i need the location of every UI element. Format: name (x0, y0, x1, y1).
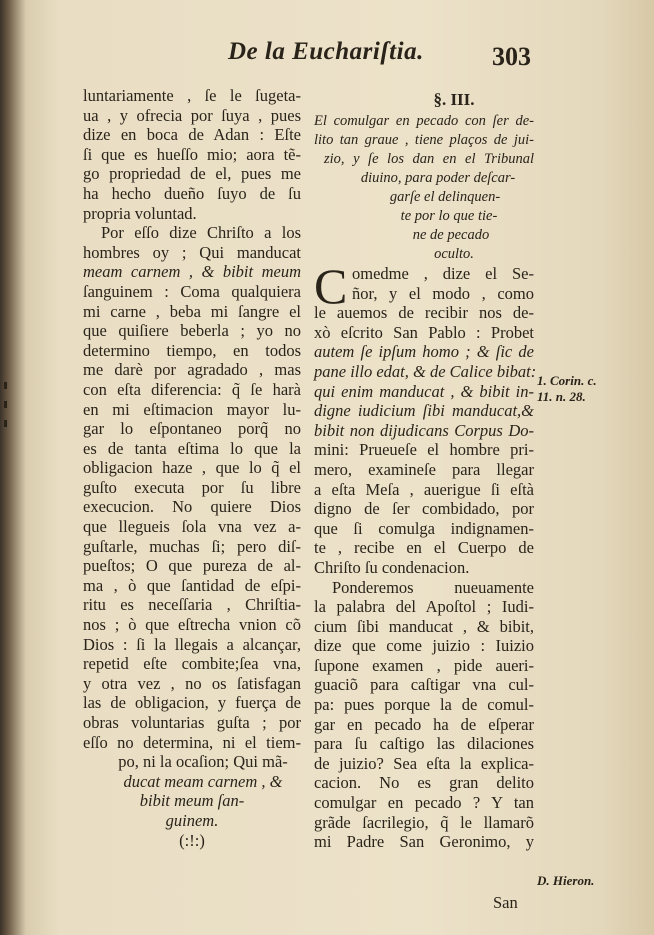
text-line: autem ſe ipſum homo ; & ſic de (314, 342, 534, 362)
text-line: bibit non dijudicans Corpus Do- (314, 420, 534, 440)
text-line: Por eſſo dize Chriſto a los (101, 223, 301, 243)
text-line: pueſtos; O que pureza de al- (83, 556, 301, 576)
text-line: en mi eſtimacion mayor lu- (83, 399, 301, 419)
left-column (83, 86, 301, 850)
page-header (220, 38, 540, 78)
text-line: guaciõ para caſtigar vna cul- (314, 675, 534, 695)
text-line: obras voluntarias guſta ; por (83, 713, 301, 732)
text-line: dize en boca de Adan : Eſte (83, 125, 301, 145)
text-line: omedme , dize el Se- (352, 264, 534, 283)
text-line: que ſi comulga indignamen- (314, 518, 534, 538)
text-line: Chriſto ſu condenacion. (314, 557, 470, 577)
text-line: digne iudicium ſibi manducat,& (314, 401, 534, 421)
text-line: a eſta Meſa , auerigue ſi eſtà (314, 479, 534, 499)
section-heading: §. III. (433, 90, 475, 109)
text-line: para ſu caſtigo las dilaciones (314, 734, 534, 754)
text-line: pa: pues porque la de comul- (314, 695, 534, 715)
text-line: le auemos de recibir nos de- (314, 303, 534, 323)
text-line: gar en pecado ha de eſperar (314, 714, 534, 734)
margin-note-corinthians (537, 373, 647, 405)
text-line: repetid eſte combite;ſea vna, (83, 654, 301, 674)
text-line: Ponderemos nueuamente (332, 577, 534, 597)
ornament: (:!:) (179, 830, 205, 850)
text-line: ñor, y el modo , como (352, 283, 534, 303)
text-line: ritu es neceſſaria , Chriſtia- (83, 595, 301, 615)
text-line: qui enim manducat , & bibit in- (314, 381, 534, 401)
text-line: mero, examineſe para llegar (314, 459, 534, 479)
text-line: comulgar en pecado ? Y tan (314, 793, 534, 813)
text-line: que llegueis ſola vna vez a- (83, 517, 301, 537)
text-line: xò eſcrito San Pablo : Probet (314, 322, 534, 342)
text-line: bibit meum ſan- (139, 791, 245, 811)
catchword: San (493, 893, 518, 912)
margin-note-hieron: D. Hieron. (537, 873, 595, 888)
text-line: me darè por agradado , mas (83, 360, 301, 380)
text-line: la palabra del Apoſtol ; Iudi- (314, 597, 534, 617)
text-line: ua , y ofrecia por ſuya , pues (83, 105, 301, 125)
text-line: nos ; ò que eſtrecha vnion cõ (83, 615, 301, 635)
text-line: hombres oy ; Qui manducat (83, 242, 301, 262)
running-title: De la Euchariſtia. (228, 38, 424, 65)
text-line: mini: Prueueſe el hombre pri- (314, 440, 534, 460)
text-line: de juizio? Sea eſta la explica- (314, 753, 534, 773)
text-line: propria voluntad. (83, 203, 197, 223)
text-line: pane illo edat, & de Calice bibat: (314, 361, 537, 381)
text-line: dize que come juizio : Iuizio (314, 636, 534, 656)
text-line: ma , ò que ſantidad de eſpi- (83, 575, 301, 595)
summary-line: diuino, para poder deſcar- (360, 170, 516, 186)
summary-line: lito tan graue , tiene plaços de jui- (314, 132, 534, 148)
text-line: ducat meam carnem , & (123, 771, 283, 791)
text-line: que quiſiere beberla ; yo no (83, 321, 301, 341)
right-column (314, 88, 537, 852)
text-line: digno de ſer combidado, por (314, 499, 534, 519)
text-line: cacion. No es gran delito (314, 773, 534, 793)
margin-note-line: 11. n. 28. (537, 389, 586, 404)
summary-line: zio, y ſe los dan en el Tribunal (324, 151, 534, 167)
text-line: es de tanta eſtima lo que la (83, 438, 301, 458)
text-line: Dios : ſi la llegais a alcançar, (83, 634, 301, 654)
text-line: grãde ſacrilegio, q̃ le llamarõ (314, 812, 534, 832)
summary-line: El comulgar en pecado con ſer de- (314, 113, 534, 129)
text-line: obligacion haze , que lo q̃ el (83, 458, 301, 478)
gutter-ink-marks (2, 370, 10, 450)
text-line: po, ni la ocaſion; Qui mã- (118, 752, 288, 772)
summary-line: oculto. (434, 246, 474, 262)
text-line: te , recibe en el Cuerpo de (314, 538, 534, 558)
text-line: mi carne , beba mi ſangre el (83, 301, 301, 321)
text-line: ha hecho dueño ſuyo de ſu (83, 183, 301, 203)
section-summary (314, 112, 534, 264)
summary-line: te por lo que tie- (400, 208, 498, 224)
text-line: gar lo eſpontaneo porq̃ no (83, 419, 301, 439)
text-line: mi Padre San Geronimo, y (314, 832, 534, 852)
summary-line: garſe el delinquen- (389, 189, 501, 205)
text-line: luntariamente , ſe le ſugeta- (83, 86, 301, 105)
text-line: con eſta diferencia: q̃ ſe harà (83, 379, 301, 399)
text-line: ſi que es hueſſo mio; aora tẽ- (83, 144, 301, 164)
drop-cap: C (314, 258, 348, 314)
text-line: ſupone examen , pide aueri- (314, 655, 534, 675)
text-line: meam carnem , & bibit meum (83, 262, 301, 282)
text-line: las de obligacion, y fuerça de (83, 693, 301, 713)
text-line: determino tiempo, en todos (83, 340, 301, 360)
text-line: execucion. No quiere Dios (83, 497, 301, 517)
text-line: cium ſibi manducat , & bibit, (314, 616, 534, 636)
margin-note-line: 1. Corin. c. (537, 373, 597, 388)
summary-line: ne de pecado (412, 227, 490, 243)
text-line: guinem. (165, 810, 219, 830)
text-line: ſanguinem : Coma qualquiera (83, 281, 301, 301)
text-line: guſtarle, muchas ſi; pero diſ- (83, 536, 301, 556)
text-line: y otra vez , no os ſatisfagan (83, 673, 301, 693)
text-line: eſſo no determina, ni el tiem- (83, 732, 301, 752)
bleed-through-text (545, 85, 650, 285)
page-number: 303 (492, 42, 531, 71)
text-line: go propriedad de el, pues me (83, 164, 301, 184)
text-line: guſto executa por ſu libre (83, 477, 301, 497)
